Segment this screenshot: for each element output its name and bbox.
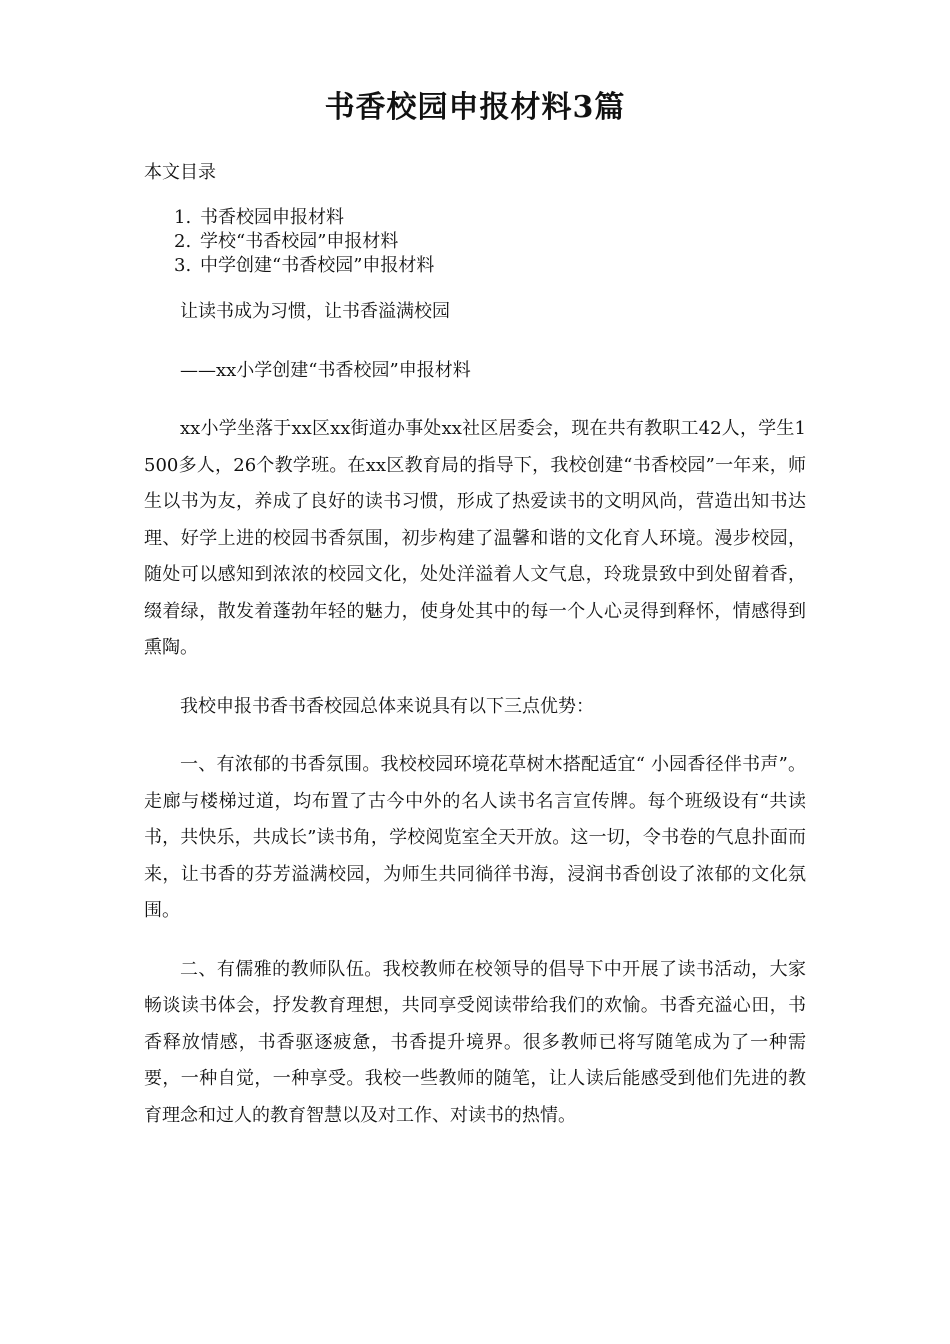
toc-list (144, 206, 806, 278)
toc-item-number: 1. (174, 207, 192, 228)
toc-heading: 本文目录 (144, 162, 216, 183)
motto-line: 让读书成为习惯，让书香溢满校园 (180, 301, 450, 322)
toc-item-number: 2. (174, 231, 192, 252)
toc-item[interactable] (144, 254, 806, 278)
toc-item-label: 中学创建“书香校园”申报材料 (200, 255, 435, 276)
body-paragraph: 一、有浓郁的书香氛围。我校校园环境花草树木搭配适宜“ 小园香径伴书声”。走廊与楼梯过道，均布置了古今中外的名人读书名言宣传牌。每个班级设有“共读书，共快乐，共成长”读书角，学校阅览室全天开放。这一切，令书卷的气息扑面而来，让书香的芬芳溢满校园，为师生共同徜徉书海，浸润书香创设了浓郁的文化氛围。 (144, 754, 806, 921)
toc-item[interactable] (144, 206, 806, 230)
toc-item-label: 学校“书香校园”申报材料 (200, 231, 399, 252)
toc-item-label: 书香校园申报材料 (200, 207, 344, 228)
toc-item-number: 3. (174, 255, 192, 276)
body-paragraph: 我校申报书香书香校园总体来说具有以下三点优势： (180, 695, 594, 717)
toc-item[interactable] (144, 230, 806, 254)
body-paragraph: xx小学坐落于xx区xx街道办事处xx社区居委会，现在共有教职工42人，学生1500多人，26个教学班。在xx区教育局的指导下，我校创建“书香校园”一年来，师生以书为友，养成了良好的读书习惯，形成了热爱读书的文明风尚，营造出知书达理、好学上进的校园书香氛围，初步构建了温馨和谐的文化育人环境。漫步校园，随处可以感知到浓浓的校园文化，处处洋溢着人文气息，玲珑景致中到处留着香，缀着绿，散发着蓬勃年轻的魅力，使身处其中的每一个人心灵得到释怀，情感得到熏陶。 (144, 418, 806, 658)
subtitle-line: ——xx小学创建“书香校园”申报材料 (180, 359, 471, 381)
document-title: 书香校园申报材料3篇 (324, 90, 626, 125)
body-paragraph: 二、有儒雅的教师队伍。我校教师在校领导的倡导下中开展了读书活动，大家畅谈读书体会，抒发教育理想，共同享受阅读带给我们的欢愉。书香充溢心田，书香释放情感，书香驱逐疲惫，书香提升境界。很多教师已将写随笔成为了一种需要，一种自觉，一种享受。我校一些教师的随笔，让人读后能感受到他们先进的教育理念和过人的教育智慧以及对工作、对读书的热情。 (144, 958, 806, 1126)
